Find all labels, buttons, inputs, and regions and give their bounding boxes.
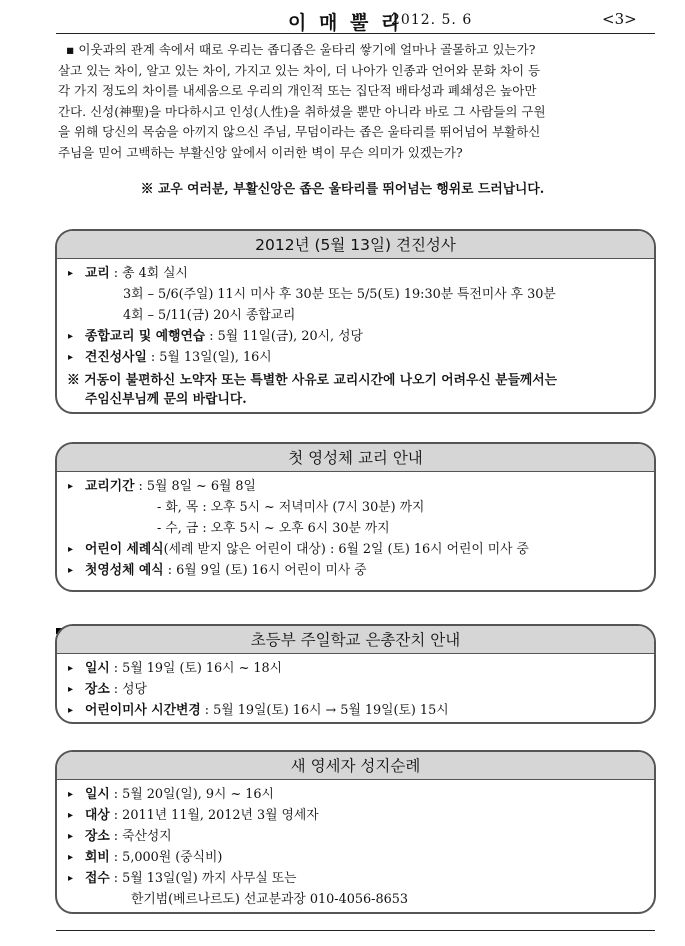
sunday-school-title: 초등부 주일학교 은총잔치 안내: [57, 626, 654, 654]
list-item: ▸ 장소 : 성당: [67, 679, 644, 700]
sub-line: - 화, 목 : 오후 5시 ~ 저녁미사 (7시 30분) 까지: [157, 500, 425, 515]
notice-line: ※ 교우 여러분, 부활신앙은 좁은 울타리를 뛰어넘는 행위로 드러납니다.: [140, 182, 545, 197]
list-item: ▸ 장소 : 죽산성지: [67, 826, 644, 847]
bulletin-title: 이 매 뿔 리: [288, 12, 403, 34]
confirmation-box: [55, 229, 656, 414]
bulletin-date: 2012. 5. 6: [391, 12, 473, 28]
first-communion-box: [55, 442, 656, 592]
sunday-school-box: [55, 624, 656, 724]
list-item: ▸ 어린이미사 시간변경 : 5월 19일(토) 16시 → 5월 19일(토) 15시: [67, 700, 644, 721]
intro-line: 을 위해 당신의 목숨을 아끼지 않으신 주님, 무덤이라는 좁은 울타리를 뛰어넘어 부활하신: [58, 124, 541, 139]
confirmation-body: [57, 259, 654, 409]
pilgrimage-box: [55, 750, 656, 914]
sub-line: 3회 – 5/6(주일) 11시 미사 후 30분 또는 5/5(토) 19:30분 특전미사 후 30분: [123, 287, 556, 302]
triangle-icon: ▸: [68, 684, 74, 695]
triangle-icon: ▸: [68, 852, 74, 863]
sub-line: 한기범(베르나르도) 선교분과장 010-4056-8653: [131, 892, 409, 907]
list-item: ▸ 대상 : 2011년 11월, 2012년 3월 영세자: [67, 805, 644, 826]
warning-line: ※ 거동이 불편하신 노약자 또는 특별한 사유로 교리시간에 나오기 어려우신 분들께서는: [67, 373, 558, 388]
confirmation-title: 2012년 (5월 13일) 견진성사: [57, 231, 654, 259]
triangle-icon: ▸: [68, 789, 74, 800]
list-item: ▸ 일시 : 5월 19일 (토) 16시 ~ 18시: [67, 658, 644, 679]
triangle-icon: ▸: [68, 352, 74, 363]
intro-line: 간다. 신성(神聖)을 마다하시고 인성(人性)을 취하셨을 뿐만 아니라 바로 그 사람들의 구원: [58, 103, 546, 119]
triangle-icon: ▸: [68, 544, 74, 555]
pilgrimage-body: [57, 780, 654, 910]
list-item: ▸ 종합교리 및 예행연습 : 5월 11일(금), 20시, 성당: [67, 326, 644, 347]
intro-paragraph: [58, 40, 653, 163]
bullet-icon: ▪: [65, 42, 75, 57]
footer-rule: [56, 930, 655, 931]
sunday-school-body: [57, 654, 654, 721]
warning-line: 주임신부님께 문의 바랍니다.: [85, 392, 247, 407]
intro-line: 각 가지 정도의 차이를 내세움으로 우리의 개인적 또는 집단적 배타성과 폐쇄성은 높아만: [58, 83, 537, 98]
list-item: ▸ 어린이 세례식(세례 받지 않은 어린이 대상) : 6월 2일 (토) 16시 어린이 미사 중: [67, 539, 644, 560]
list-item: ▸ 첫영성체 예식 : 6월 9일 (토) 16시 어린이 미사 중: [67, 560, 644, 581]
sub-line: - 수, 금 : 오후 5시 ~ 오후 6시 30분 까지: [157, 521, 390, 536]
list-item: ▸ 견진성사일 : 5월 13일(일), 16시: [67, 347, 644, 368]
intro-line: 살고 있는 차이, 알고 있는 차이, 가지고 있는 차이, 더 나아가 인종과 언어와 문화 차이 등: [58, 62, 541, 78]
triangle-icon: ▸: [68, 810, 74, 821]
intro-line: ▪ 이웃과의 관계 속에서 때로 우리는 좁디좁은 울타리 쌓기에 얼마나 골몰하고 있는가?: [65, 42, 536, 57]
triangle-icon: ▸: [68, 873, 74, 884]
triangle-icon: ▸: [68, 705, 74, 716]
triangle-icon: ▸: [68, 331, 74, 342]
triangle-icon: ▸: [68, 481, 74, 492]
page-header: [56, 6, 655, 34]
list-item: ▸ 접수 : 5월 13일(일) 까지 사무실 또는: [67, 868, 644, 889]
sub-line: 4회 – 5/11(금) 20시 종합교리: [123, 308, 296, 323]
list-item: ▸ 회비 : 5,000원 (중식비): [67, 847, 644, 868]
intro-line: 주님을 믿어 고백하는 부활신앙 앞에서 이러한 벽이 무슨 의미가 있겠는가?: [58, 144, 463, 160]
first-communion-body: [57, 472, 654, 581]
page-number: <3>: [602, 10, 637, 28]
pilgrimage-title: 새 영세자 성지순례: [57, 752, 654, 780]
list-item: ▸ 일시 : 5월 20일(일), 9시 ~ 16시: [67, 784, 644, 805]
triangle-icon: ▸: [68, 831, 74, 842]
first-communion-title: 첫 영성체 교리 안내: [57, 444, 654, 472]
list-item: ▸ 교리기간 : 5월 8일 ~ 6월 8일: [67, 476, 644, 497]
list-item: ▸ 교리 : 총 4회 실시: [67, 263, 644, 284]
triangle-icon: ▸: [68, 663, 74, 674]
triangle-icon: ▸: [68, 565, 74, 576]
triangle-icon: ▸: [68, 268, 74, 279]
